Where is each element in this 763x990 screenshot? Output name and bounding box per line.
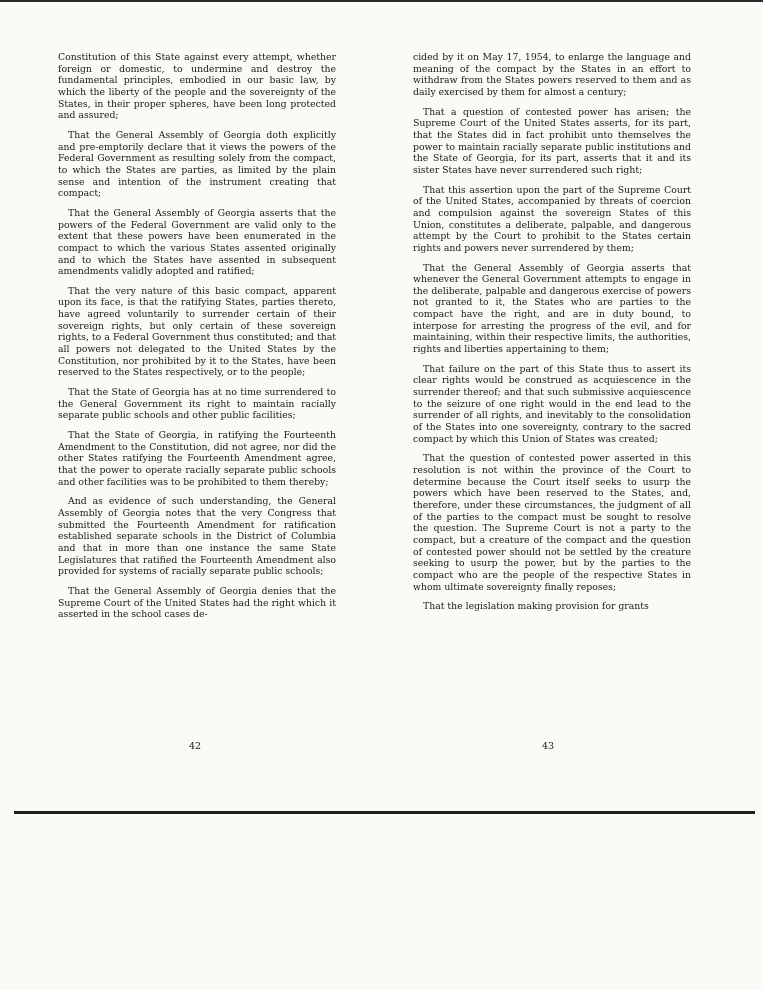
right-paragraph-4: That the General Assembly of Georgia asserts that whenever the General Government attempts to engage in the deliberate, palpable and dangerous exercise of powers not granted to it, the States who are parties to the compact have the right, and are in duty bound, to interpose for arresting the progress of the evil, and for maintaining, within their respective limits, the authorities, rights and liberties appertaining to them;	[413, 262, 691, 356]
left-paragraph-6: That the State of Georgia, in ratifying the Fourteenth Amendment to the Constitution, did not agree, nor did the other States ratifying the Fourteenth Amendment agree, that the power to operate racially separate public schools and other facilities was to be prohibited to them thereby;	[58, 430, 336, 488]
left-paragraph-3: That the General Assembly of Georgia asserts that the powers of the Federal Government are valid only to the extent that these powers have been enumerated in the compact to which the various States assented originally and to which the States have assented in subsequent amendments validly adopted and ratified;	[58, 207, 336, 278]
left-paragraph-8: That the General Assembly of Georgia denies that the Supreme Court of the United States had the right which it asserted in the school cases de-	[58, 585, 336, 621]
right-paragraph-3: That this assertion upon the part of the Supreme Court of the United States, accompanied by threats of coercion and compulsion against the sovereign States of this Union, constitutes a deliberate, palpable, and dangerous attempt by the Court to prohibit to the States certain rights and powers never surrendered by them;	[413, 184, 691, 254]
left-paragraph-7: And as evidence of such understanding, the General Assembly of Georgia notes that the very Congress that submitted the Fourteenth Amendment for ratification established separate schools in the District of Columbia and that in more than one instance the same State Legislatures that ratified the Fourteenth Amendment also provided for systems of racially separate public schools;	[58, 496, 336, 578]
left-paragraph-1: Constitution of this State against every attempt, whether foreign or domestic, to undermine and destroy the fundamental principles, embodied in our basic law, by which the liberty of the people and the sovereignty of the States, in their proper spheres, have been long protected and assured;	[58, 52, 336, 122]
right-page-column	[413, 52, 691, 621]
right-paragraph-1: cided by it on May 17, 1954, to enlarge the language and meaning of the compact by the States in an effort to withdraw from the States powers reserved to them and as daily exercised by them for almost a century;	[413, 52, 691, 98]
top-rule	[0, 0, 763, 2]
bottom-rule	[14, 811, 755, 814]
left-page-column	[58, 52, 336, 629]
left-page-number: 42	[188, 741, 202, 752]
right-paragraph-6: That the question of contested power asserted in this resolution is not within the province of the Court to determine because the Court itself seeks to usurp the powers which have been reserved to the States, and, therefore, under these circumstances, the judgment of all of the parties to the compact must be sought to resolve the question. The Supreme Court is not a party to the compact, but a creature of the compact and the question of contested power should not be settled by the creature seeking to usurp the power, but by the parties to the compact who are the people of the respective States in whom ultimate sovereignty finally reposes;	[413, 453, 691, 593]
right-paragraph-7: That the legislation making provision for grants	[423, 601, 649, 613]
right-paragraph-2: That a question of contested power has arisen; the Supreme Court of the United States asserts, for its part, that the States did in fact prohibit unto themselves the power to maintain racially separate public institutions and the State of Georgia, for its part, asserts that it and its sister States have never surrendered such right;	[413, 106, 691, 176]
left-paragraph-2: That the General Assembly of Georgia doth explicitly and pre-emptorily declare that it views the powers of the Federal Government as resulting solely from the compact, to which the States are parties, as limited by the plain sense and intention of the instrument creating that compact;	[58, 129, 336, 200]
left-paragraph-5: That the State of Georgia has at no time surrendered to the General Government its right to maintain racially separate public schools and other public facilities;	[58, 387, 336, 422]
left-paragraph-4: That the very nature of this basic compact, apparent upon its face, is that the ratifying States, parties thereto, have agreed voluntarily to surrender certain of their sovereign rights, but only certain of these sovereign rights, to a Federal Government thus constituted; and that all powers not delegated to the United States by the Constitution, nor prohibited by it to the States, have been reserved to the States respectively, or to the people;	[58, 285, 336, 379]
right-page-number: 43	[541, 741, 555, 752]
right-paragraph-5: That failure on the part of this State thus to assert its clear rights would be construed as acquiescence in the surrender thereof; and that such submissive acquiescence to the seizure of one right would in the end lead to the surrender of all rights, and inevitably to the consolidation of the States into one sovereignty, contrary to the sacred compact by which this Union of States was created;	[413, 363, 691, 445]
